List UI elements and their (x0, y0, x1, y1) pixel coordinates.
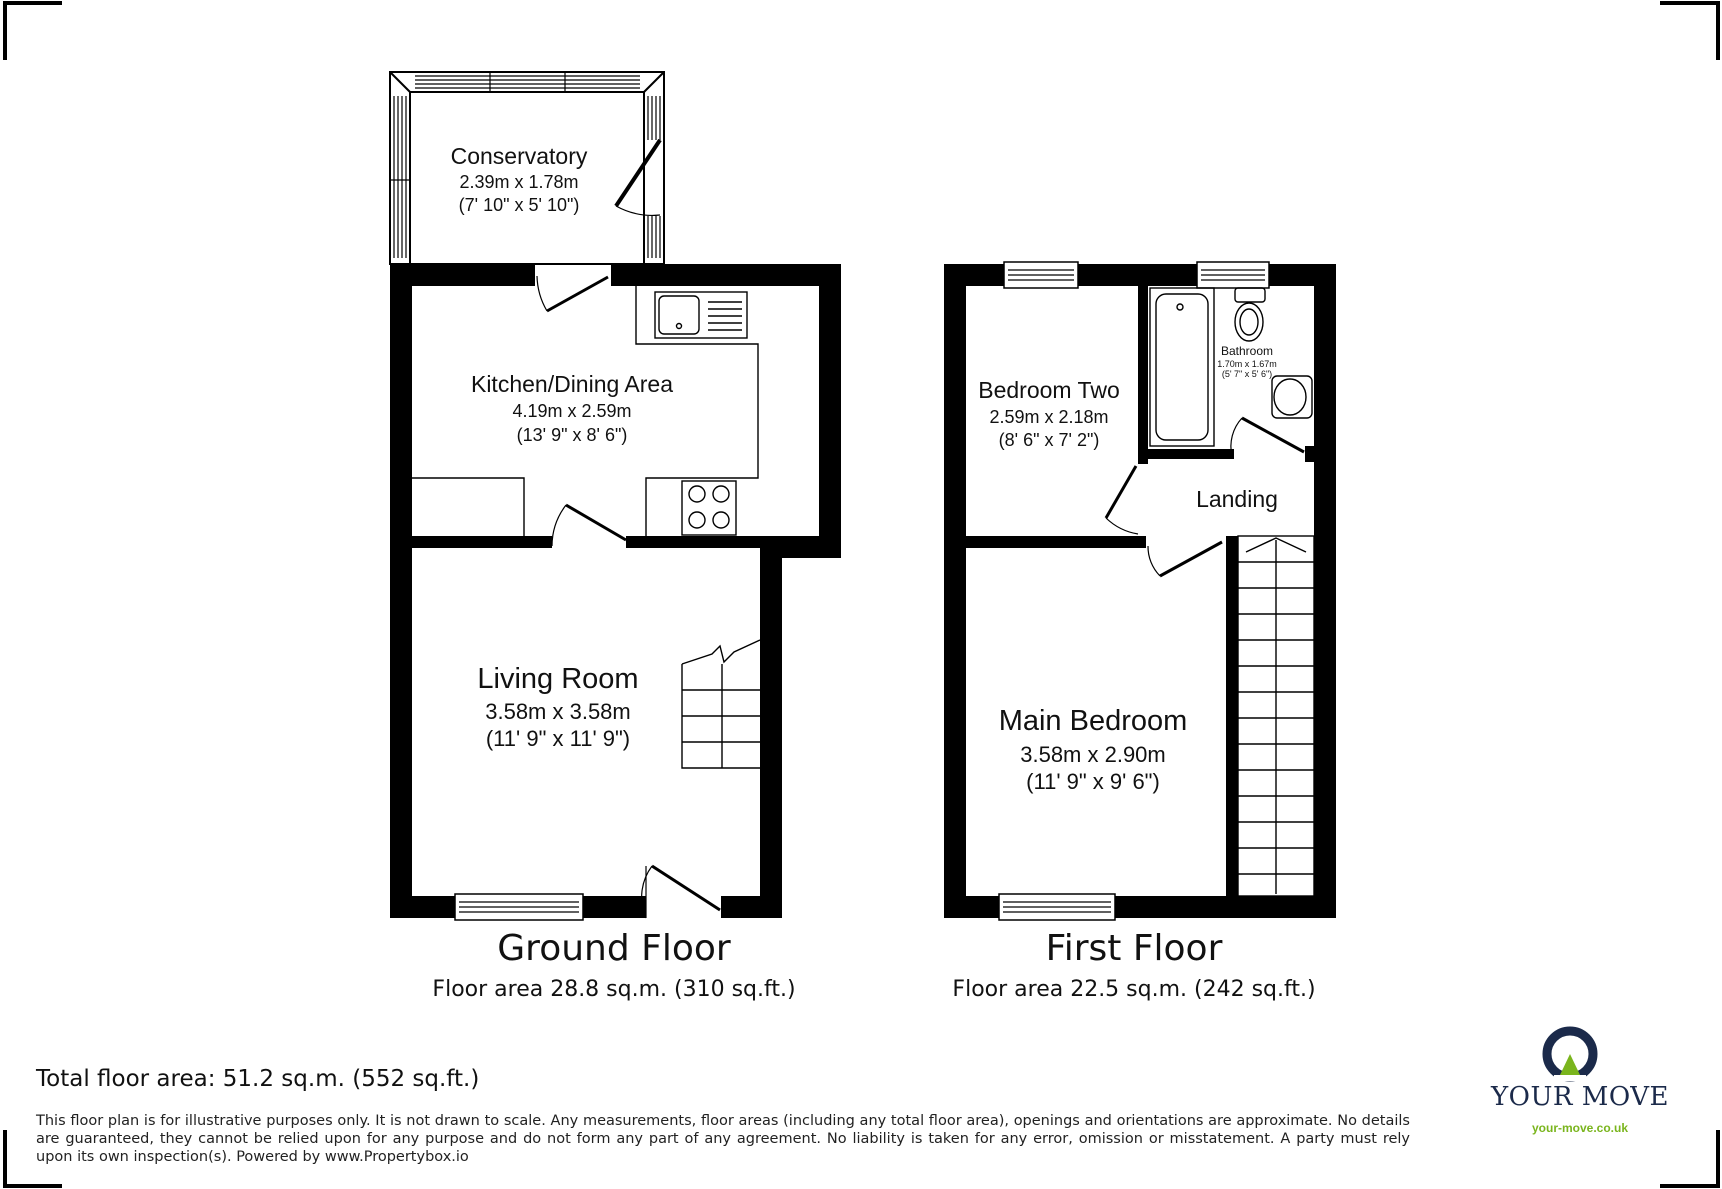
brand-name: YOUR MOVE (1491, 1082, 1669, 1112)
crop-marks (5, 3, 1718, 1186)
main-bedroom-imperial: (11' 9" x 9' 6") (1026, 769, 1160, 794)
kitchen-sink (655, 292, 747, 338)
conservatory-door (616, 140, 660, 215)
bedroom-two-imperial: (8' 6" x 7' 2") (998, 430, 1100, 450)
conservatory-metric: 2.39m x 1.78m (459, 172, 579, 192)
your-move-logo-icon (1547, 1031, 1593, 1081)
bedroom-two-door (1106, 466, 1138, 534)
bedroom-two-metric: 2.59m x 2.18m (989, 407, 1109, 427)
ground-floor-title: Ground Floor (497, 928, 731, 969)
bathroom-name: Bathroom (1220, 344, 1274, 358)
disclaimer-text: This floor plan is for illustrative purposes only. It is not drawn to scale. Any measurements, floor areas (including any total floor area), openings and orientations are approximate. No details are guaranteed, they cannot be relied upon for any purpose and do not form any part of any agreement. No liability is taken for any error, omission or misstatement. A party must rely upon its own inspection(s). Powered by www.Propertybox.io (36, 1113, 1410, 1165)
room-labels (451, 143, 1278, 794)
ground-floor-walls (390, 264, 841, 918)
kitchen-hob (682, 481, 736, 535)
bathtub (1150, 288, 1214, 446)
first-floor-area: Floor area 22.5 sq.m. (242 sq.ft.) (952, 977, 1316, 1002)
main-bedroom-door (1148, 542, 1222, 576)
main-bedroom-name: Main Bedroom (998, 705, 1188, 737)
kitchen-imperial: (13' 9" x 8' 6") (516, 425, 628, 445)
bathroom-door (1231, 418, 1304, 456)
total-floor-area: Total floor area: 51.2 sq.m. (552 sq.ft.) (36, 1066, 480, 1092)
first-floor-walls (944, 264, 1336, 918)
brand-url[interactable]: your-move.co.uk (1531, 1121, 1629, 1135)
living-room-metric: 3.58m x 3.58m (485, 699, 631, 724)
kitchen-name: Kitchen/Dining Area (470, 371, 674, 397)
bathroom-metric: 1.70m x 1.67m (1217, 359, 1277, 369)
main-bedroom-metric: 3.58m x 2.90m (1020, 742, 1166, 767)
conservatory-imperial: (7' 10" x 5' 10") (458, 195, 580, 215)
landing-name: Landing (1196, 486, 1278, 512)
ground-floor-area: Floor area 28.8 sq.m. (310 sq.ft.) (432, 977, 796, 1002)
bedroom-two-name: Bedroom Two (978, 377, 1120, 403)
living-room-name: Living Room (477, 663, 639, 695)
conservatory-name: Conservatory (450, 143, 588, 169)
kitchen-metric: 4.19m x 2.59m (512, 401, 632, 421)
bathroom-imperial: (5' 7" x 5' 6") (1221, 369, 1273, 379)
washbasin (1272, 376, 1312, 418)
kitchen-door (537, 276, 608, 311)
front-door-opening (646, 893, 721, 921)
first-floor-stairs (1238, 536, 1314, 896)
living-room-imperial: (11' 9" x 11' 9") (485, 726, 631, 751)
living-door (552, 505, 626, 546)
ground-floor-plan (390, 72, 841, 921)
first-floor-title: First Floor (1045, 928, 1223, 969)
ground-floor-stairs (682, 640, 760, 768)
toilet (1235, 288, 1265, 341)
first-floor-plan (944, 262, 1336, 920)
